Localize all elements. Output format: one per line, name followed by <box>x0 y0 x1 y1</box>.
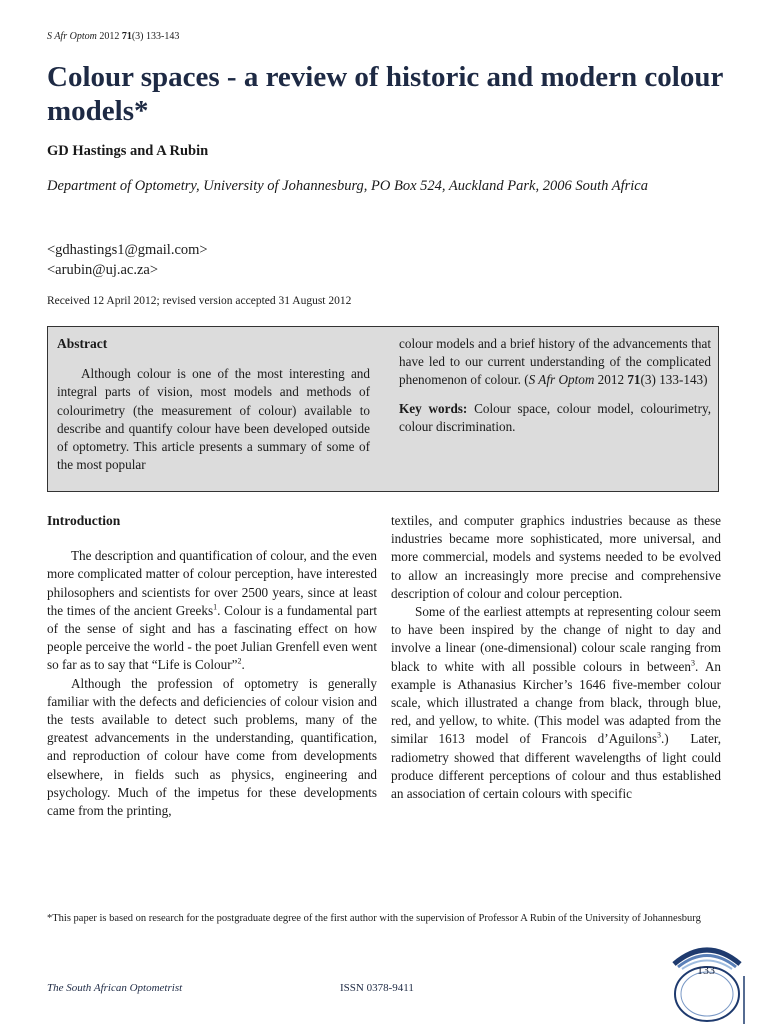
page-number: 133 <box>697 963 715 977</box>
abstract-right-column <box>399 335 711 436</box>
journal-citation: S Afr Optom 2012 71(3) 133-143 <box>47 31 180 42</box>
paragraph: Some of the earliest attempts at representing colour seem to have been inspired by the change of night to day and involve a linear (one-dimensional) colour scale ranging from black to white with all possible colours in between$^3$. An example is Athanasius Kircher’s 1646 five-member colour scale, which illustrated a change from black, through blue, red, and yellow, to white. (This model was adapted from the similar 1613 model of Francois d’Aguilons$^3$.) Later, radiometry showed that different wavelengths of light could produce different perceptions of colour and thus established an association of certain colours with specific <box>391 604 722 802</box>
paragraph: Although the profession of optometry is generally familiar with the defects and deficiencies of colour vision and the tests available to detect such problems, many of the greatest advancements in the understanding, quantification, and reproduction of colour have come from developments elsewhere, in fields such as physics, engineering and psychology. Much of the impetus for these developments came from the printing, <box>47 675 377 819</box>
abstract-box <box>47 326 719 492</box>
abstract-text-continued: colour models and a brief history of the advancements that have led to our current understanding of the complicated phenomenon of colour. (S Afr Optom 2012 71(3) 133-143) <box>399 336 711 388</box>
footnote: *This paper is based on research for the postgraduate degree of the first author with the supervision of Professor A Rubin of the University of Johannesburg <box>47 913 701 924</box>
reference-marker[interactable]: 3 <box>657 731 661 741</box>
footer-journal-name: The South African Optometrist <box>47 982 183 994</box>
body-right-column <box>391 512 721 803</box>
article-title: Colour spaces - a review of historic and modern colour models* <box>47 61 723 127</box>
affiliation: Department of Optometry, University of Johannesburg, PO Box 524, Auckland Park, 2006 South Africa <box>47 178 648 194</box>
abstract-text: Although colour is one of the most interesting and integral parts of vision, most models and methods of colourimetry (the measurement of colour) available to describe and quantify colour have been developed outside of optometry. This article presents a summary of some of the most popular <box>57 366 370 473</box>
reference-marker[interactable]: 3 <box>690 658 695 668</box>
page-number-logo-icon <box>664 934 750 1024</box>
paragraph: The description and quantification of colour, and the even more complicated matter of colour perception, have interested philosophers and scientists for over 2500 years, since at least the times of the ancient Greeks$^1$. Colour is a fundamental part of the sense of sight and has a fascinating effect on how people perceive the world - the poet Julian Grenfell even went so far as to say that “Life is Colour”$^2$. <box>47 548 378 673</box>
authors: GD Hastings and A Rubin <box>47 143 209 159</box>
reference-marker[interactable]: 2 <box>237 657 242 667</box>
paragraph: textiles, and computer graphics industries because as these industries became more sophisticated, more universal, and more commercial, models and systems needed to be evolved to allow an increasingly more precise and comprehensive description of colour and colour perception. <box>391 513 721 601</box>
email-link[interactable]: <arubin@uj.ac.za> <box>47 262 159 278</box>
received-dates: Received 12 April 2012; revised version accepted 31 August 2012 <box>47 295 352 307</box>
reference-marker[interactable]: 1 <box>213 602 218 612</box>
section-heading-introduction: Introduction <box>47 513 121 528</box>
footer-issn: ISSN 0378-9411 <box>340 982 414 994</box>
body-left-column <box>47 512 377 820</box>
abstract-heading: Abstract <box>57 336 108 351</box>
keywords: Key words: Colour space, colour model, colourimetry, colour discrimination. <box>399 400 711 434</box>
abstract-left-column <box>57 335 370 474</box>
email-link[interactable]: <gdhastings1@gmail.com> <box>47 242 208 258</box>
